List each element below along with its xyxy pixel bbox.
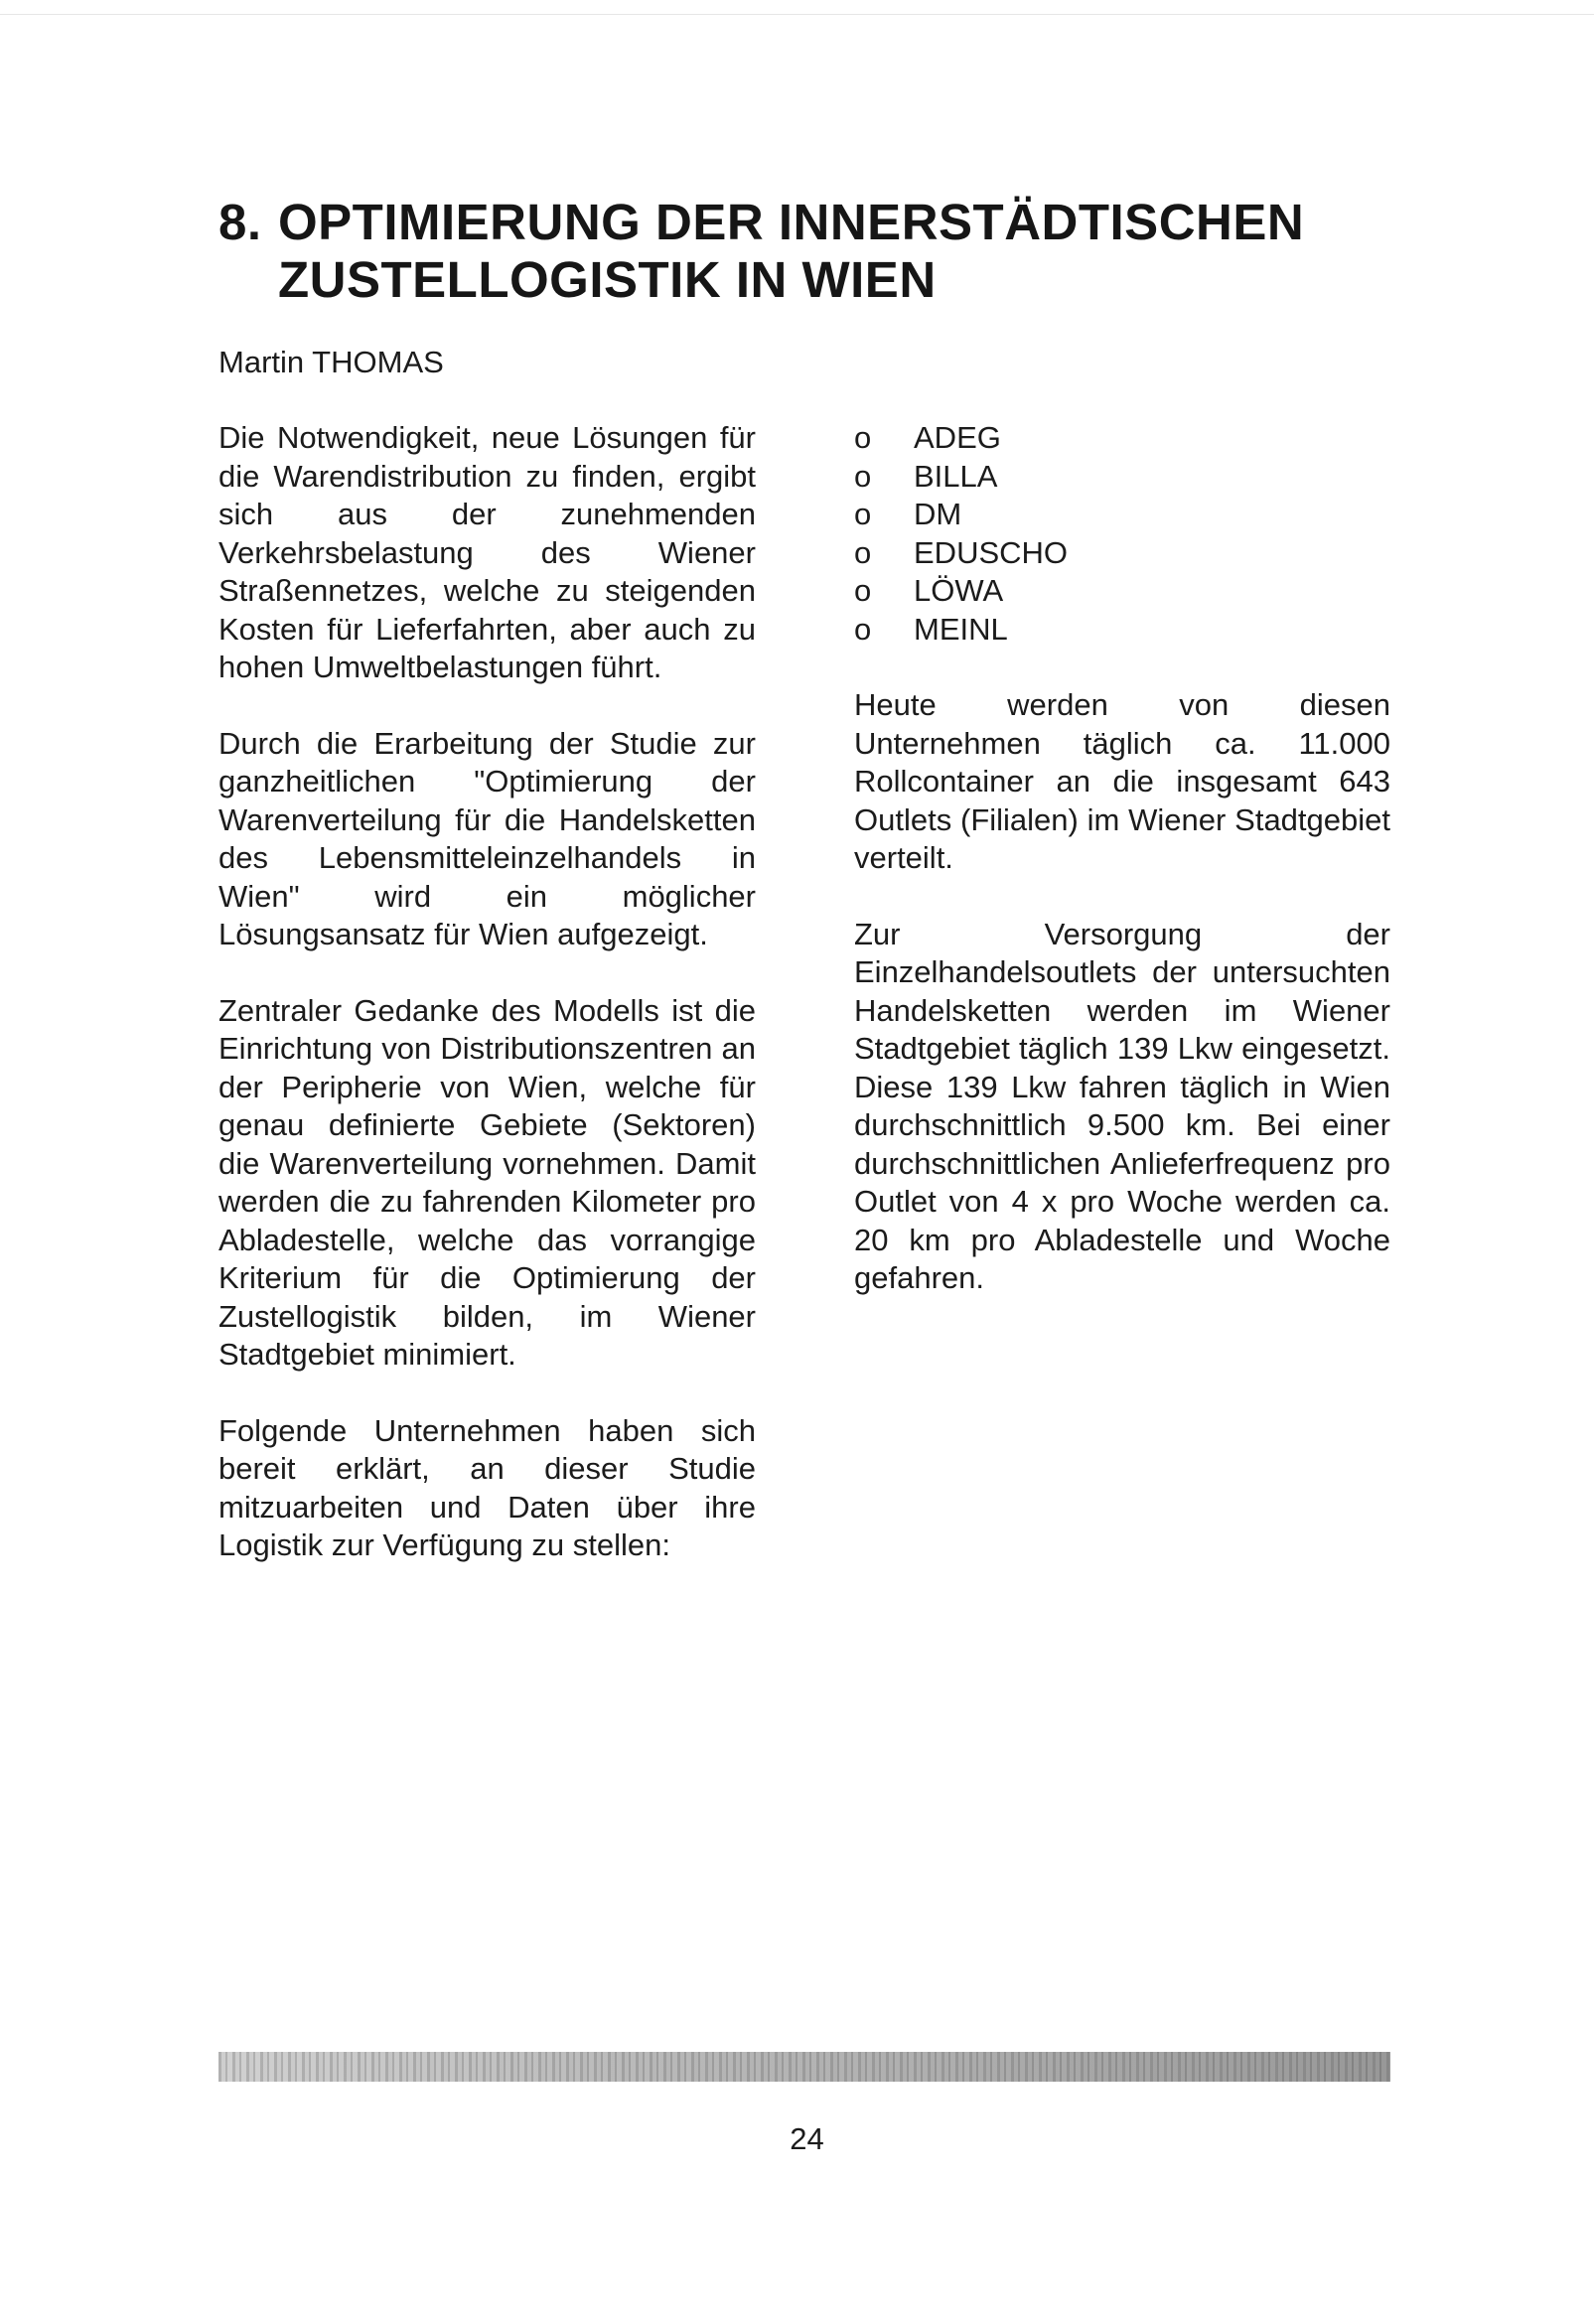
- list-item: [854, 572, 1390, 611]
- paragraph-rollcontainer: Heute werden von diesen Unternehmen täglich ca. 11.000 Rollcontainer an die insgesamt 643 Outlets (Filialen) im Wiener Stadtgebiet verteilt.: [854, 687, 1390, 875]
- bullet-marker: o: [854, 534, 872, 570]
- company-name: ADEG: [914, 420, 1001, 455]
- chapter-number: 8.: [218, 194, 262, 250]
- scan-edge-line: [0, 14, 1594, 15]
- left-column: [218, 419, 756, 1603]
- bullet-marker: o: [854, 458, 872, 494]
- company-name: BILLA: [914, 458, 998, 494]
- paragraph-study: Durch die Erarbeitung der Studie zur ganzheitlichen "Optimierung der Warenverteilung für die Handelsketten des Lebensmitteleinzelhandels in Wien" wird ein möglicher Lösungsansatz für Wien aufgezeigt.: [218, 725, 756, 951]
- bullet-marker: o: [854, 573, 872, 608]
- right-column: [854, 419, 1390, 1336]
- paragraph-companies-intro: Folgende Unternehmen haben sich bereit erklärt, an dieser Studie mitzuarbeiten und Daten über ihre Logistik zur Verfügung zu stellen:: [218, 1412, 756, 1562]
- bullet-marker: o: [854, 497, 872, 531]
- list-item: [854, 458, 1390, 497]
- footer-decorative-bar: [218, 2052, 1390, 2082]
- chapter-title-line-1: OPTIMIERUNG DER INNERSTÄDTISCHEN: [278, 194, 1305, 250]
- company-name: DM: [914, 497, 962, 531]
- chapter-title: [218, 194, 1390, 309]
- author-name: Martin THOMAS: [218, 345, 444, 379]
- chapter-title-line-2: ZUSTELLOGISTIK IN WIEN: [278, 251, 937, 308]
- bullet-marker: o: [854, 420, 872, 455]
- company-name: LÖWA: [914, 573, 1004, 608]
- company-name: MEINL: [914, 611, 1008, 647]
- list-item: [854, 534, 1390, 573]
- list-item: [854, 496, 1390, 534]
- company-list: [854, 419, 1390, 649]
- bullet-marker: o: [854, 611, 872, 647]
- paragraph-intro: Die Notwendigkeit, neue Lösungen für die Warendistribution zu finden, ergibt sich aus der zunehmenden Verkehrsbelastung des Wiener Straßennetzes, welche zu steigenden Kosten für Lieferfahrten, aber auch zu hohen Umweltbelastungen führt.: [218, 420, 756, 684]
- paragraph-trucks: Zur Versorgung der Einzelhandelsoutlets der untersuchten Handelsketten werden im Wiener Stadtgebiet täglich 139 Lkw eingesetzt. Diese 139 Lkw fahren täglich in Wien durchschnittlich 9.500 km. Bei einer durchschnittlichen Anlieferfrequenz pro Outlet von 4 x pro Woche werden ca. 20 km pro Abladestelle und Woche gefahren.: [854, 916, 1390, 1295]
- list-item: [854, 611, 1390, 650]
- page-number: 24: [790, 2121, 824, 2156]
- paragraph-model: Zentraler Gedanke des Modells ist die Einrichtung von Distributionszentren an der Peripherie von Wien, welche für genau definierte Gebiete (Sektoren) die Warenverteilung vornehmen. Damit werden die zu fahrenden Kilometer pro Abladestelle, welche das vorrangige Kriterium für die Optimierung der Zustellogistik bilden, im Wiener Stadtgebiet minimiert.: [218, 992, 756, 1372]
- list-item: [854, 419, 1390, 458]
- company-name: EDUSCHO: [914, 534, 1069, 570]
